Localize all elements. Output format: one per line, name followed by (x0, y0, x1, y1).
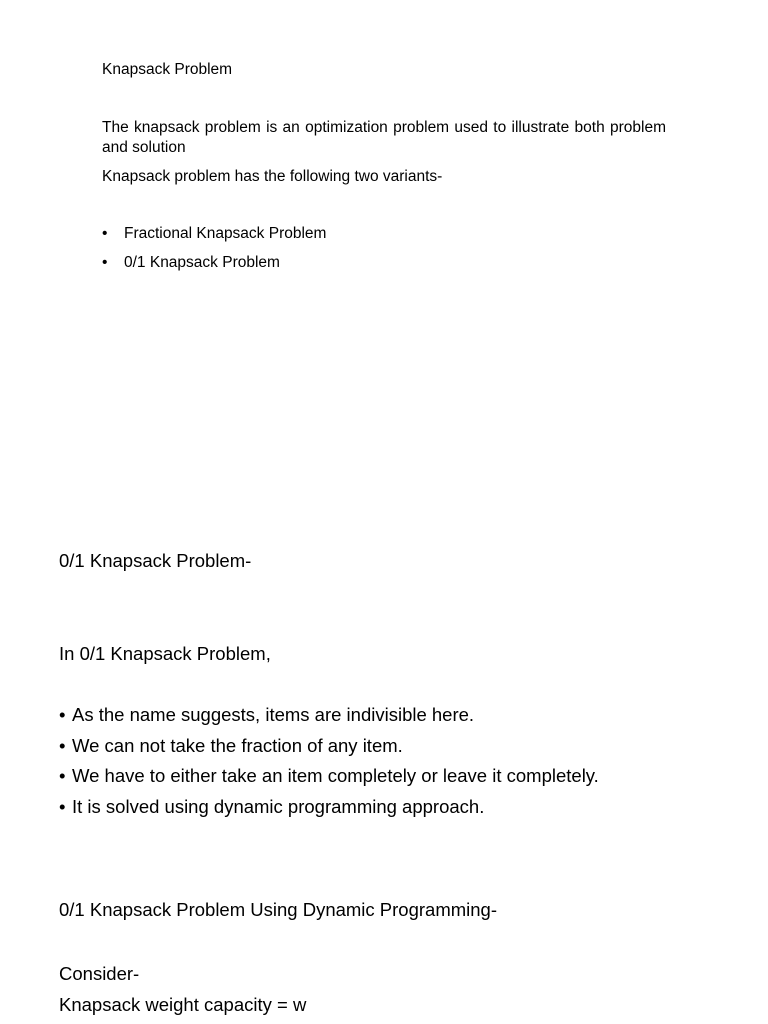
variants-intro-text: Knapsack problem has the following two variants- (102, 168, 443, 185)
property-text: We can not take the fraction of any item. (72, 734, 403, 756)
section-heading: 0/1 Knapsack Problem- (59, 550, 252, 571)
intro-paragraph: The knapsack problem is an optimization problem used to illustrate both problem and solution (102, 119, 666, 156)
bullet-icon: • (59, 765, 66, 786)
list-item (59, 764, 599, 795)
list-item (102, 253, 326, 282)
property-text: As the name suggests, items are indivisible here. (72, 704, 475, 725)
bullet-icon: • (59, 795, 66, 817)
consider-label: Consider- (59, 963, 140, 984)
list-item (59, 795, 599, 826)
capacity-statement: Knapsack weight capacity = w (59, 994, 307, 1015)
bullet-icon: • (102, 225, 108, 242)
bullet-icon: • (59, 704, 66, 725)
bullet-icon: • (102, 253, 108, 271)
dp-section-heading: 0/1 Knapsack Problem Using Dynamic Programming- (59, 899, 498, 920)
property-text: It is solved using dynamic programming approach. (72, 795, 485, 817)
section-intro-text: In 0/1 Knapsack Problem, (59, 643, 271, 664)
variant-label: 0/1 Knapsack Problem (124, 253, 280, 271)
list-item (59, 734, 599, 765)
variant-label: Fractional Knapsack Problem (124, 225, 327, 242)
property-text: We have to either take an item completely or leave it completely. (72, 765, 599, 786)
list-item (102, 224, 326, 253)
list-item (59, 703, 599, 734)
document-title: Knapsack Problem (102, 61, 233, 78)
properties-list (59, 703, 599, 825)
variants-list (102, 224, 326, 281)
bullet-icon: • (59, 734, 66, 756)
